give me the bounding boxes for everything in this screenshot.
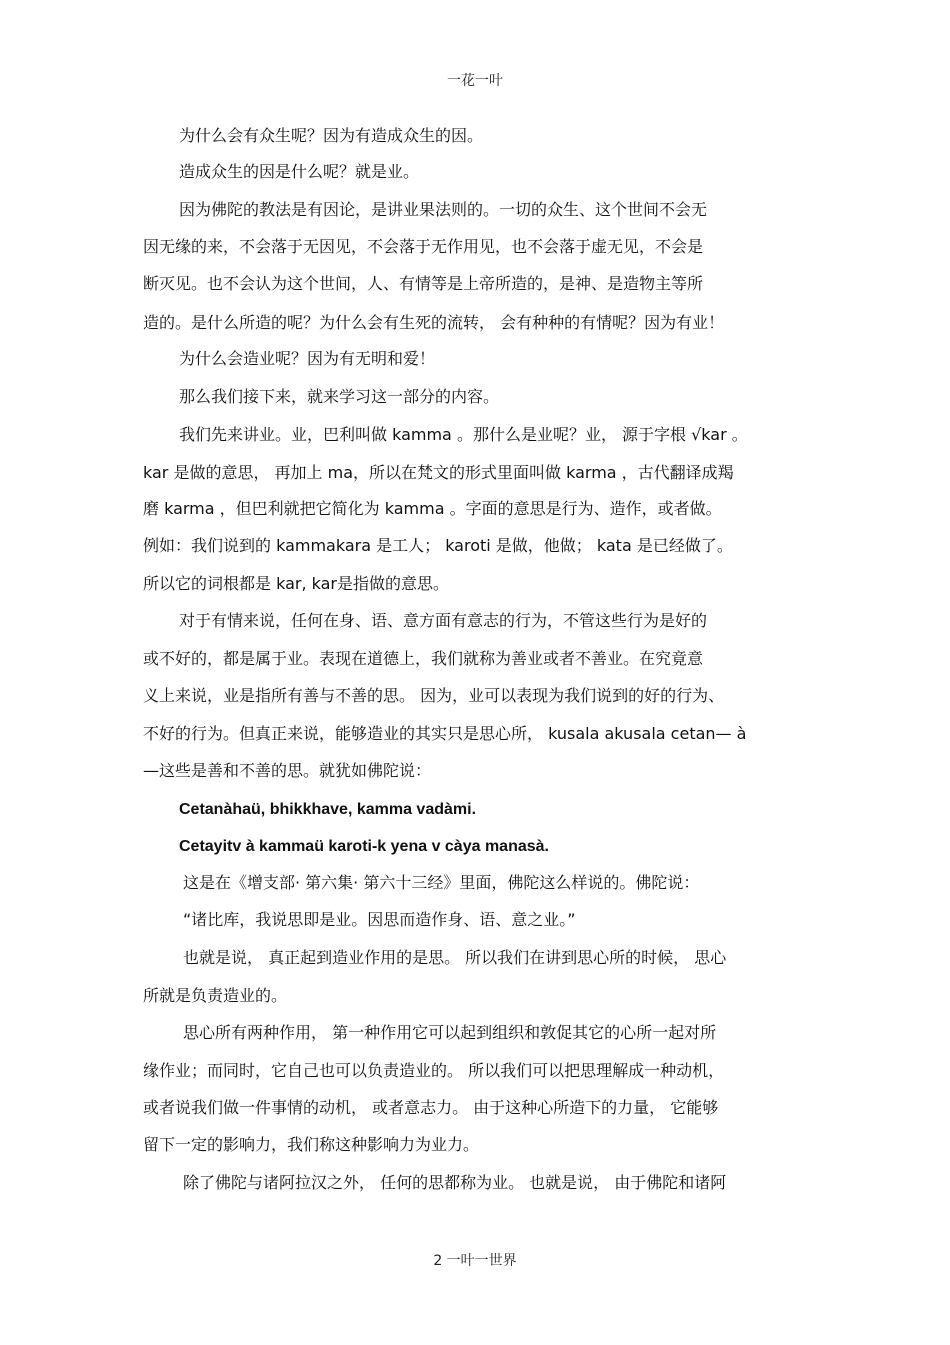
text-line: 例如：我们说到的 kammakara 是工人； karoti 是做，他做； kata 是已经做了。 [143,536,733,555]
text-line: 磨 karma ，但巴利就把它简化为 kamma 。字面的意思是行为、造作，或者做。 [143,499,722,518]
text-line: 思心所有两种作用， 第一种作用它可以起到组织和敦促其它的心所一起对所 [183,1023,717,1042]
text-line: 对于有情来说，任何在身、语、意方面有意志的行为，不管这些行为是好的 [179,611,708,630]
text-line: 所就是负责造业的。 [143,986,288,1005]
text-line: —这些是善和不善的思。就犹如佛陀说： [143,761,432,780]
text-line: 为什么会造业呢？因为有无明和爱！ [179,349,436,368]
page-footer: 2 一叶一世界 [433,1253,517,1269]
text-line: 义上来说，业是指所有善与不善的思。 因为，业可以表现为我们说到的好的行为、 [143,686,725,705]
pali-quote-line: Cetanàhaü, bhikkhave, kamma vadàmi. [179,801,477,818]
text-line: 缘作业；而同时，它自己也可以负责造业的。 所以我们可以把思理解成一种动机， [143,1061,725,1080]
text-line: kar 是做的意思， 再加上 ma，所以在梵文的形式里面叫做 karma ，古代翻译成羯 [143,463,734,482]
text-line: 我们先来讲业。业，巴利叫做 kamma 。那什么是业呢？业， 源于字根 √kar 。 [179,425,748,444]
text-line: 不好的行为。但真正来说，能够造业的其实只是思心所， kusala akusala cetan— à [143,724,747,743]
text-line: 或不好的，都是属于业。表现在道德上，我们就称为善业或者不善业。在究竟意 [143,649,704,668]
text-line: 因为佛陀的教法是有因论，是讲业果法则的。一切的众生、这个世间不会无 [179,200,708,219]
text-line: 造的。是什么所造的呢？为什么会有生死的流转， 会有种种的有情呢？因为有业！ [143,313,725,332]
text-line: 断灭见。也不会认为这个世间，人、有情等是上帝所造的，是神、是造物主等所 [143,274,704,293]
pali-quote-line: Cetayitv à kammaü karoti-k yena v càya manasà. [179,838,549,855]
text-line: 这是在《增支部· 第六集· 第六十三经》里面，佛陀这么样说的。佛陀说： [183,873,700,892]
text-line: 为什么会有众生呢？因为有造成众生的因。 [179,126,484,145]
text-line: 留下一定的影响力，我们称这种影响力为业力。 [143,1135,480,1154]
quote-line: “诸比库，我说思即是业。因思而造作身、语、意之业。” [183,910,576,929]
text-line: 造成众生的因是什么呢？就是业。 [179,162,420,181]
text-line: 或者说我们做一件事情的动机， 或者意志力。 由于这种心所造下的力量， 它能够 [143,1098,719,1117]
text-line: 因无缘的来，不会落于无因见，不会落于无作用见，也不会落于虚无见，不会是 [143,237,704,256]
text-line: 除了佛陀与诸阿拉汉之外， 任何的思都称为业。 也就是说， 由于佛陀和诸阿 [183,1173,727,1192]
page-header: 一花一叶 [447,73,503,89]
text-line: 也就是说， 真正起到造业作用的是思。 所以我们在讲到思心所的时候， 思心 [183,948,727,967]
text-line: 那么我们接下来，就来学习这一部分的内容。 [179,387,500,406]
text-line: 所以它的词根都是 kar, kar是指做的意思。 [143,574,449,593]
